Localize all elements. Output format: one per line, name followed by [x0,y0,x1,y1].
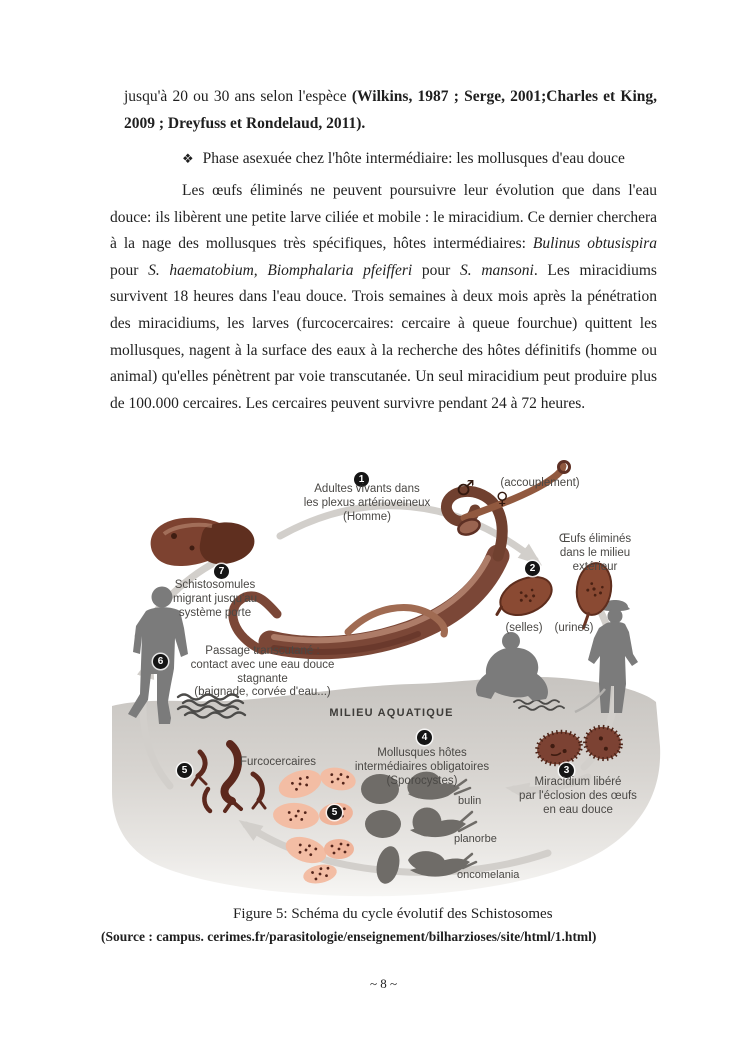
step-2-badge: 2 [525,561,540,576]
male-icon: ♂ [456,476,475,500]
step-6-label: Passage transcutané : contact avec une eau douce stagnante (baignade, corvée d'eau...) [190,645,335,699]
diamond-bullet-icon: ❖ [182,151,194,166]
body-text: . Les miracidiums survivent 18 heures dans l'eau douce. Trois semaines à deux mois après la pénétration des miracidiums, les larves (furcocercaires: cercaire à queue fourchue) quittent les mollusques, nagent à la surface des eaux à la recherche des hôtes définitifs (homme ou animal) qu'elles pénètrent par voie transcutanée. Un seul miracidium peut produire plus de 100.000 cercaires. Les cercaires peuvent survivre pendant 24 à 72 heures. [110,261,657,412]
body-paragraph [110,178,657,417]
step-5-badge-sporocysts: 5 [327,805,342,820]
species-name: Bulinus obtusispira [532,235,657,253]
species-name: S. haematobium, Biomphalaria pfeifferi [148,261,413,279]
step-4-badge: 4 [417,730,432,745]
snail-bulin-label: bulin [458,795,482,807]
body-text: pour [412,261,461,279]
intro-paragraph [124,83,657,137]
body-text: Les œufs éliminés ne peuvent poursuivre leur évolution que dans l'eau douce: ils libèrent une petite larve ciliée et mobile : le miracidium. Ce dernier cherchera à la nage des mollusques très spécifiques, hôtes intermédiaires: [110,182,657,253]
step-7-label: Schistosomules migrant jusqu'au système porte [172,579,258,619]
aquatic-zone-label: MILIEU AQUATIQUE [329,707,454,719]
egg-urine-label: (urines) [554,622,594,634]
step-3-label: Miracidium libéré par l'éclosion des œufs en eau douce [519,776,637,816]
step-1-badge: 1 [354,472,369,487]
intro-citation-bold: (Wilkins, 1987 ; Serge, 2001;Charles et King, 2009 ; Dreyfuss et Rondelaud, 2011). [124,88,658,132]
page-number: ~ 8 ~ [370,976,398,991]
egg-stool-label: (selles) [505,622,543,634]
figure-source: (Source : campus. cerimes.fr/parasitologie/enseignement/bilharzioses/site/html/1.html) [101,929,597,944]
step-3-badge: 3 [559,763,574,778]
step-6-badge: 6 [153,654,168,669]
life-cycle-diagram [112,456,664,906]
step-2-label: Œufs éliminés dans le milieu extérieur [558,533,632,573]
bullet-heading-text: Phase asexuée chez l'hôte intermédiaire: les mollusques d'eau douce [202,150,625,167]
intro-text: jusqu'à 20 ou 30 ans selon l'espèce [124,88,352,105]
step-7-badge: 7 [214,564,229,579]
step-1-label: Adultes vivants dans les plexus artérioveineux (Homme) [303,483,431,523]
female-icon: ♀ [496,489,509,509]
mating-label: (accouplement) [500,477,580,489]
furcocercaria-label: Furcocercaires [239,756,317,768]
species-name: S. mansoni [460,261,534,279]
body-text: pour [110,261,149,279]
snail-oncomelania-label: oncomelania [457,869,520,881]
squatting-person-silhouette [476,632,548,701]
figure-caption: Figure 5: Schéma du cycle évolutif des Schistosomes [233,906,553,922]
bullet-heading [182,150,625,168]
snail-planorbe-label: planorbe [454,833,497,845]
liver-illustration [151,518,255,566]
step-5-badge: 5 [177,763,192,778]
step-4-label: Mollusques hôtes intermédiaires obligatoires (Sporocystes) [354,747,490,787]
